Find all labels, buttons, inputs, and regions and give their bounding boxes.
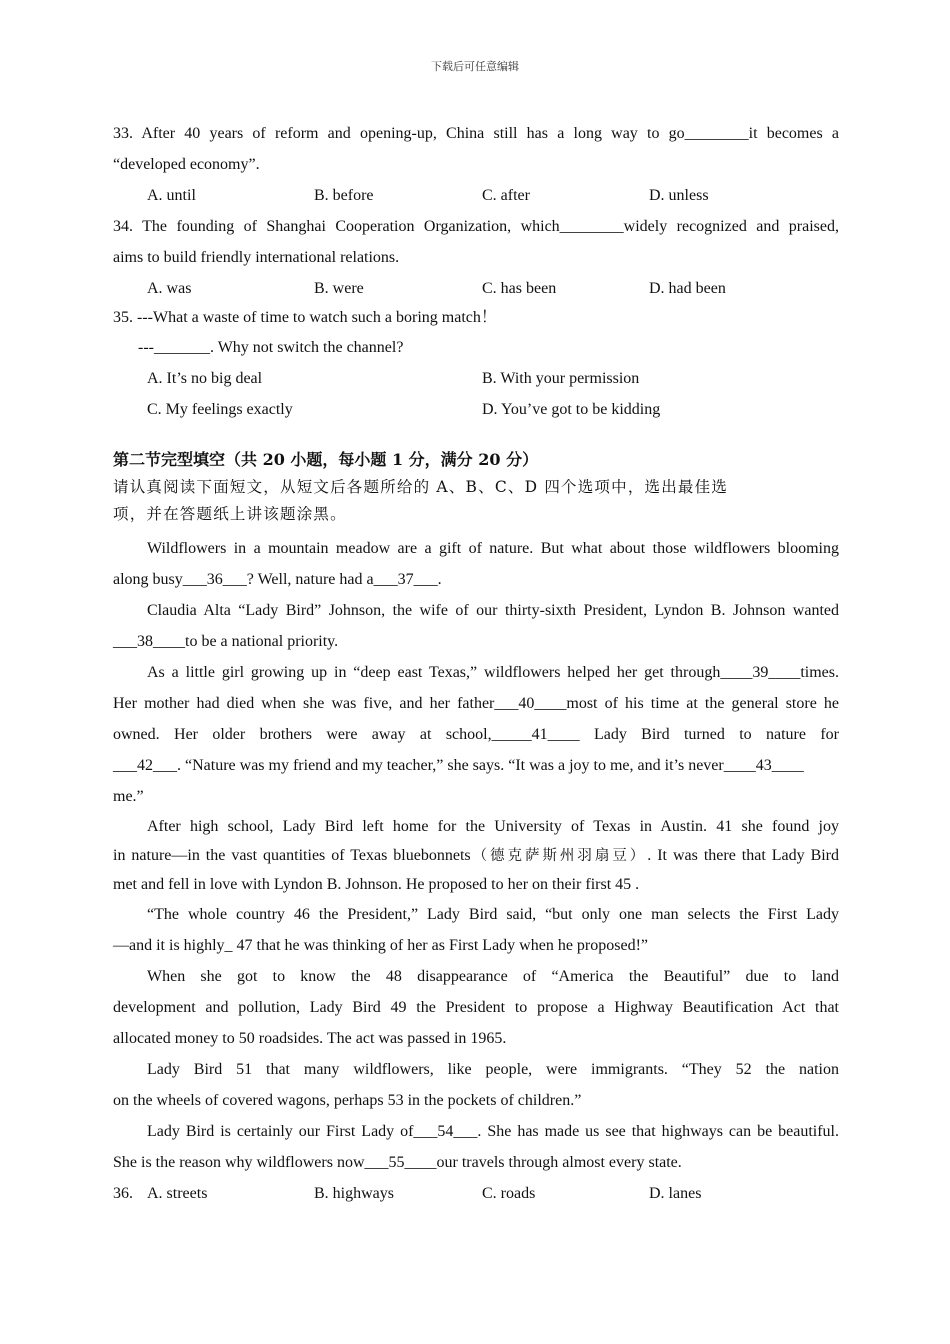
q34-option-b: B. were [314,280,364,297]
q33-option-c: C. after [482,187,530,204]
q36-option-b: B. highways [314,1185,394,1202]
passage-p2-line1: Claudia Alta “Lady Bird” Johnson, the wife of our thirty-sixth President, Lyndon B. Johnson wanted [147,602,839,619]
passage-p2-line2: ___38____to be a national priority. [113,633,339,650]
q35-options-row2 [113,394,839,425]
q33-option-a: A. until [147,187,196,204]
q35-option-b: B. With your permission [482,370,640,387]
q36-option-a: A. streets [147,1185,208,1202]
passage-p7-line1: Lady Bird 51 that many wildflowers, like people, were immigrants. “They 52 the nation [147,1061,839,1078]
passage-p8-line2: She is the reason why wildflowers now___55____our travels through almost every state. [113,1154,682,1171]
passage-p4-line2-part2: . It was there that Lady Bird [647,847,840,864]
passage-p5-line2: —and it is highly_ 47 that he was thinking of her as First Lady when he proposed!” [113,937,649,954]
passage-p4-line2-part1: in nature—in the vast quantities of Texas bluebonnets [113,847,471,864]
passage-p8-line1: Lady Bird is certainly our First Lady of___54___. She has made us see that highways can be beautiful. [147,1123,839,1140]
q33-option-b: B. before [314,187,374,204]
passage-p1-line2: along busy___36___? Well, nature had a___37___. [113,571,442,588]
section-instruction-line1: 请认真阅读下面短文，从短文后各题所给的 A、B、C、D 四个选项中，选出最佳选 [113,478,729,496]
q34-stem-line2: aims to build friendly international relations. [113,249,400,266]
q34-option-a: A. was [147,280,192,297]
passage-p3-line4: ___42___. “Nature was my friend and my teacher,” she says. “It was a joy to me, and it’s never____43____ [113,757,804,774]
q36-options [113,1178,839,1209]
passage-p4-bluebonnet-gloss: （德克萨斯州羽扇豆） [470,848,648,864]
q36-option-d: D. lanes [649,1185,702,1202]
document-body [113,118,839,1209]
q35-option-d: D. You’ve got to be kidding [482,401,661,418]
passage-p6-line3: allocated money to 50 roadsides. The act was passed in 1965. [113,1030,507,1047]
q35-option-a: A. It’s no big deal [147,370,263,387]
q33-stem-line1: 33. After 40 years of reform and opening-up, China still has a long way to go________it becomes a [113,125,839,142]
section-title: 第二节完型填空（共 20 小题，每小题 1 分，满分 20 分） [113,450,539,469]
section-instruction-line2: 项，并在答题纸上讲该题涂黑。 [113,505,347,523]
q35-option-c: C. My feelings exactly [147,401,293,418]
passage-p7-line2: on the wheels of covered wagons, perhaps 53 in the pockets of children.” [113,1092,582,1109]
q33-option-d: D. unless [649,187,709,204]
passage-p4-line2 [113,841,839,870]
passage-p6-line1: When she got to know the 48 disappearance of “America the Beautiful” due to land [147,968,839,985]
q33-options [113,180,839,211]
passage-p1-line1: Wildflowers in a mountain meadow are a gift of nature. But what about those wildflowers blooming [147,540,839,557]
q35-stem-line2: ---_______. Why not switch the channel? [138,339,404,356]
q36-number: 36. [113,1185,133,1202]
passage-p3-line5: me.” [113,788,144,805]
passage-p4-line1: After high school, Lady Bird left home for the University of Texas in Austin. 41 she found joy [147,818,839,835]
passage-p3-line3: owned. Her older brothers were away at school,_____41____ Lady Bird turned to nature for [113,726,839,743]
q35-stem-line1: 35. ---What a waste of time to watch such a boring match！ [113,309,497,326]
passage-p6-line2: development and pollution, Lady Bird 49 the President to propose a Highway Beautification Act that [113,999,839,1016]
q36-option-c: C. roads [482,1185,536,1202]
passage-p5-line1: “The whole country 46 the President,” Lady Bird said, “but only one man selects the First Lady [147,906,839,923]
page-header-note: 下载后可任意编辑 [431,60,519,73]
passage-p3-line1: As a little girl growing up in “deep east Texas,” wildflowers helped her get through____39____times. [147,664,839,681]
q34-option-d: D. had been [649,280,726,297]
q34-stem-line1: 34. The founding of Shanghai Cooperation Organization, which________widely recognized and praised, [113,218,839,235]
q34-options [113,273,839,304]
q33-stem-line2: “developed economy”. [113,156,260,173]
q34-option-c: C. has been [482,280,557,297]
passage-p3-line2: Her mother had died when she was five, and her father___40____most of his time at the general store he [113,695,839,712]
passage-p4-line3: met and fell in love with Lyndon B. Johnson. He proposed to her on their first 45 . [113,876,640,893]
q35-options-row1 [113,363,839,394]
